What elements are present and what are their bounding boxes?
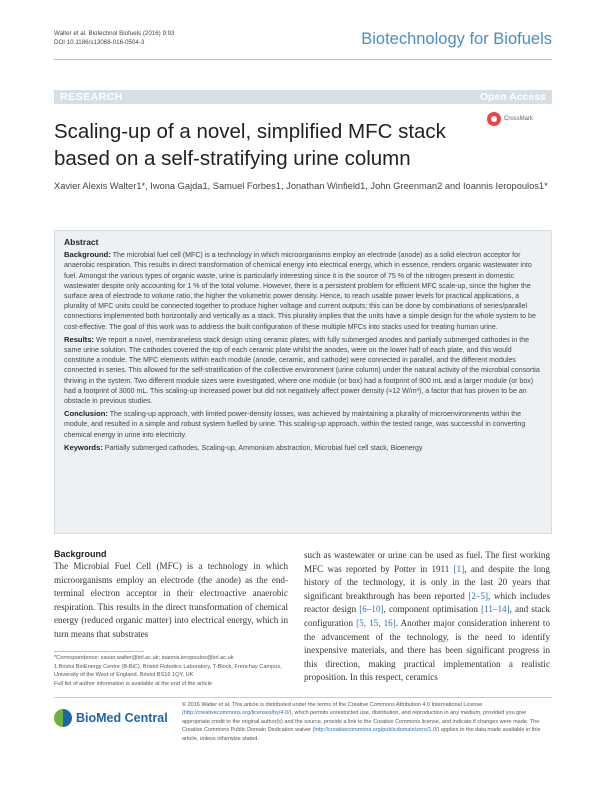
- results-label: Results:: [64, 334, 94, 344]
- article-title: Scaling-up of a novel, simplified MFC stack based on a self-stratifying urine column: [54, 120, 446, 170]
- abstract-box: [54, 230, 552, 534]
- keywords-label: Keywords:: [64, 442, 103, 452]
- text-run: ), which permits unrestricted use, distribution, and reproduction in any medium, provided you give appropriate credit to the original author(s) and the source, provide a link to the Creative Commons license, and indicate if changes were made. The Creative Commons Public Domain Dedication waiver (: [182, 710, 540, 734]
- license-link[interactable]: http://creativecommons.org/licenses/by/4.0/: [183, 710, 290, 717]
- background-text: The microbial fuel cell (MFC) is a technology in which microorganisms employ an electrode (anode) as a solid electron acceptor for anaerobic respiration. This results in direct transformation of chemical energy into electrical energy, which in essence, renders organic wastewater into fuel. Amongst the various types of organic waste, urine is particularly interesting since it is the source of 75 % of the nitrogen present in domestic wastewater despite only accounting for 1 % of the total volume. However, there is a persistent problem for efficient MFC scale-up, since the higher the surface area of electrode to volume ratio, the higher the volumetric power density. Hence, to reach usable power levels for practical applications, a plurality of MFC units could be connected together to produce higher voltage and current outputs; this can be done by combinations of series/parallel connections implemented both horizontally and vertically as a stack. This plurality implies that the units have a simple design for the whole system to be cost-effective. The goal of this work was to address the built configuration of these multiple MFCs into stacks used for treating human urine.: [64, 252, 536, 331]
- section-bar: [54, 90, 552, 104]
- abstract-background: [64, 250, 542, 333]
- citation-link[interactable]: [11–14]: [481, 604, 510, 615]
- body-column-left: [54, 549, 288, 642]
- citation-link[interactable]: [5, 15, 16]: [356, 617, 396, 628]
- license-text: [182, 701, 550, 743]
- section-label: RESEARCH: [60, 91, 123, 103]
- article-header-left: [54, 29, 175, 47]
- publisher-name: [76, 711, 168, 725]
- open-access-badge: Open Access: [474, 90, 552, 104]
- author-list: Xavier Alexis Walter1*, Iwona Gajda1, Samuel Forbes1, Jonathan Winfield1, John Greenman2 and Ioannis Ieropoulos1*: [54, 181, 548, 191]
- abstract-keywords: [64, 443, 542, 454]
- text-run: , and despite the long history of the technology, it is only in the last 20 years that significant breakthrough has been reported: [304, 563, 550, 601]
- footnote: [54, 654, 288, 688]
- citation: Walter et al. Biotechnol Biofuels (2016) 9:93: [54, 30, 175, 37]
- background-heading: Background: [54, 549, 107, 559]
- biomed-central-logo[interactable]: [54, 705, 174, 731]
- footnote-divider: [54, 651, 144, 652]
- text-run: , component optimisation: [383, 604, 482, 615]
- logo-text: Med: [96, 711, 122, 725]
- text-run: , which includes reactor design: [304, 590, 550, 615]
- waiver-link[interactable]: http://creativecommons.org/publicdomain/zero/1.0/: [314, 727, 438, 734]
- conclusion-text: The scaling-up approach, with limited power-density losses, was achieved by maintaining a plurality of microenvironments within the module, and resulted in a simple and robust system fuelled by urine. This scaling-up approach, within the tested range, was successful in converting chemical energy in urine into electricity.: [64, 411, 526, 439]
- text-run: © 2016 Walter et al. This article is distributed under the terms of the Creative Commons Attribution 4.0 International License (: [182, 702, 483, 717]
- affiliation: 1 Bristol BioEnergy Centre (B-BiC), Bristol Robotics Laboratory, T-Block, Frenchay Campus, University of the West of England, Bristol BS16 1QY, UK: [54, 663, 282, 678]
- conclusion-label: Conclusion:: [64, 409, 108, 419]
- background-paragraph-right: [304, 549, 550, 685]
- citation-link[interactable]: [2–5]: [468, 590, 489, 601]
- logo-text: Central: [121, 711, 168, 725]
- text-run: , and stack configuration: [304, 604, 550, 628]
- logo-text: Bio: [76, 711, 97, 725]
- crossmark-label: CrossMark: [504, 116, 534, 122]
- journal-name[interactable]: Biotechnology for Biofuels: [361, 30, 552, 48]
- doi[interactable]: DOI 10.1186/s13068-016-0504-3: [54, 39, 145, 46]
- body-column-right: [304, 549, 550, 685]
- footer-divider: [54, 697, 552, 698]
- biomed-central-icon: [54, 709, 72, 727]
- text-run: ) applies to the data made available in this article, unless otherwise stated.: [182, 727, 541, 742]
- background-paragraph-left: The Microbial Fuel Cell (MFC) is a technology in which microorganisms employ an electrode (the anode) as the end-terminal electron acceptor in their electroactive anaerobic respiration. This results in the direct transformation of chemical energy (reduced organic matter) into electrical energy, which in turn means that substrates: [54, 561, 288, 639]
- correspondence: *Correspondence: xavier.walter@brl.ac.uk; ioannis.ieropoulos@brl.ac.uk: [54, 655, 234, 661]
- crossmark-icon: [487, 112, 501, 126]
- results-text: We report a novel, membraneless stack design using ceramic plates, with fully submerged anodes and partially submerged cathodes in the same urine solution. The cathodes covered the top of each ceramic plate whilst the anodes, were on the lower half of each plate, and this would constitute a module. The MFC elements within each module (anode, ceramic, and cathode) were connected in parallel, and the different modules connected in series. This allowed for the self-stratification of the collective environment (urine column) under the natural activity of the microbial consortia thriving in the system. Two different module sizes were investigated, where one module (or box) had a footprint of 900 mL and a larger module (or box) had a footprint of 3000 mL. This scaling-up increased power but did not negatively affect power density (≈12 W/m³), a factor that has proven to be an obstacle in previous studies.: [64, 336, 540, 406]
- keywords-text: Partially submerged cathodes, Scaling-up, Ammonium abstraction, Microbial fuel cell stack, Bioenergy: [104, 444, 423, 452]
- background-label: Background:: [64, 250, 111, 260]
- crossmark-badge[interactable]: [487, 110, 547, 130]
- author-info-note: Full list of author information is available at the end of the article: [54, 680, 212, 687]
- text-run: such as wastewater or urine can be used as fuel. The first working MFC was reported by Potter in 1911: [304, 550, 550, 574]
- abstract-conclusion: [64, 409, 542, 441]
- abstract-results: [64, 335, 542, 407]
- header-divider: [54, 59, 552, 60]
- text-run: . Another major consideration inherent to the advancement of the technology, is the need to identify inexpensive materials, and there has been significant progress in this direction, making practical implementation a realistic proposition. In this respect, ceramics: [304, 617, 550, 683]
- abstract-heading: Abstract: [64, 237, 99, 247]
- citation-link[interactable]: [1]: [453, 563, 465, 574]
- citation-link[interactable]: [6–10]: [359, 604, 384, 615]
